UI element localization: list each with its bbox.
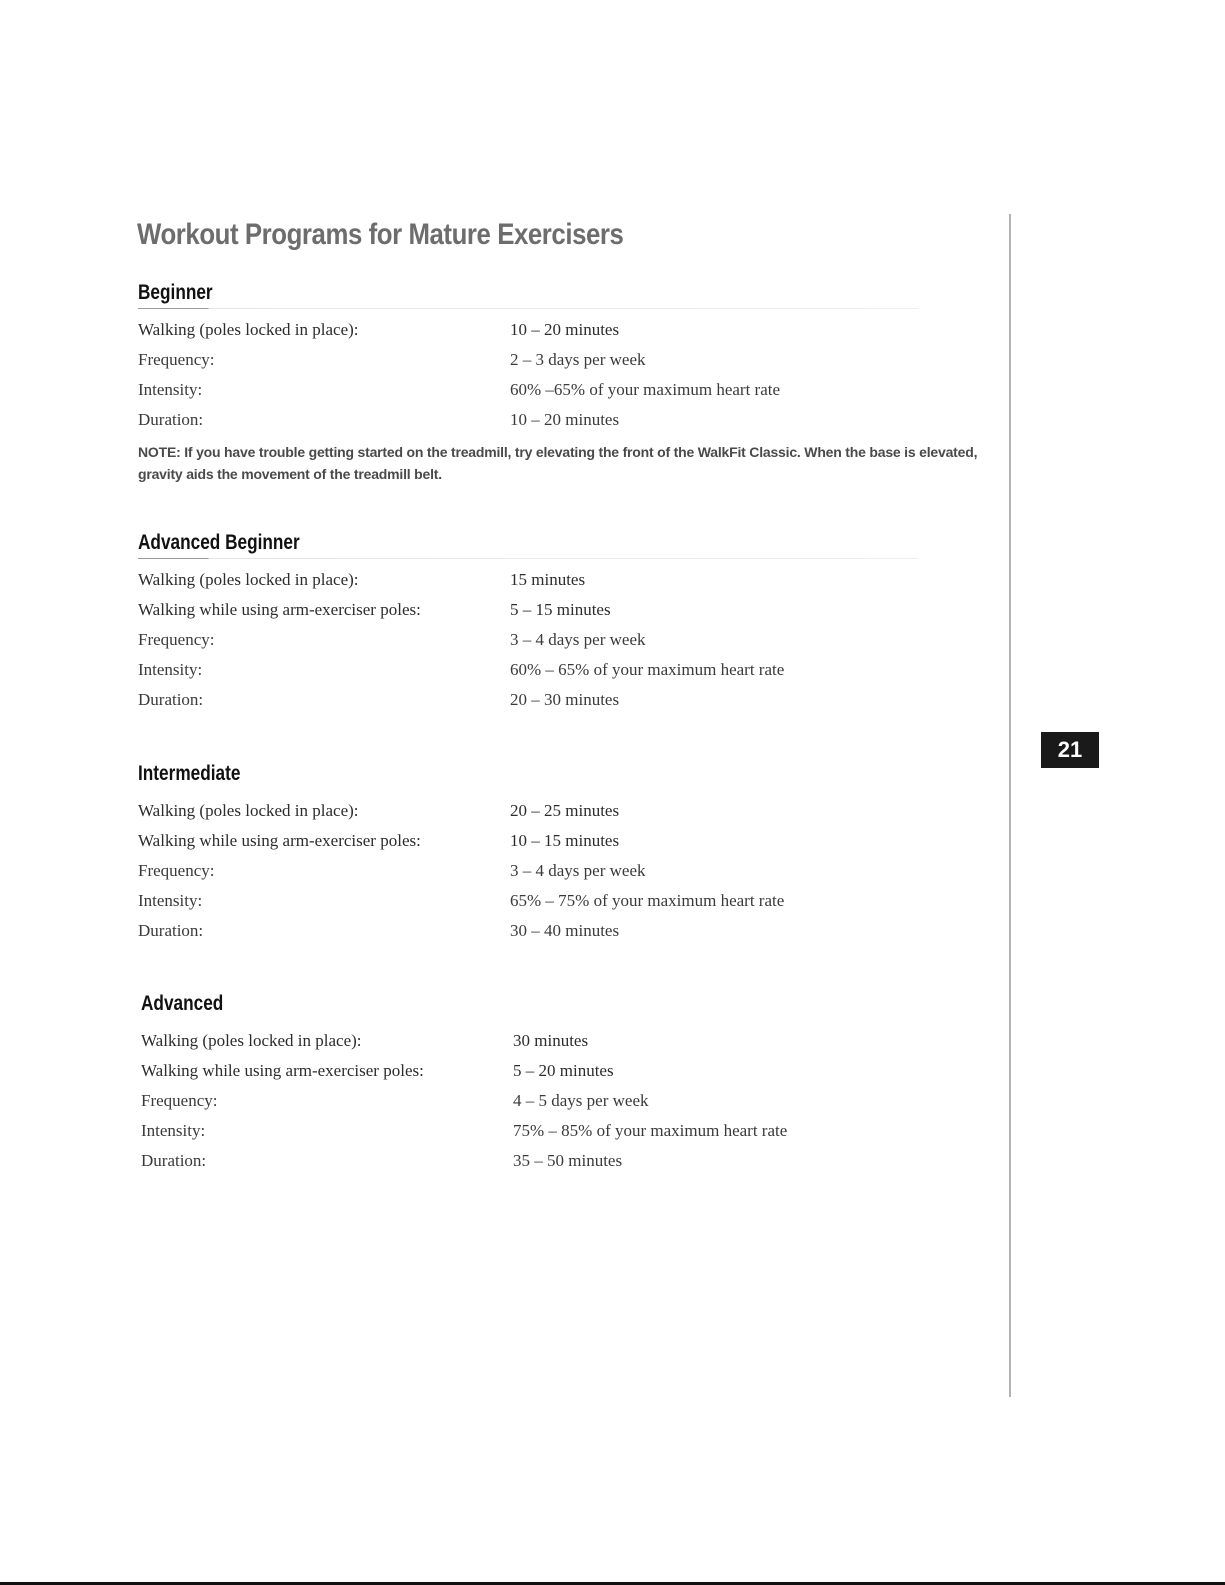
program-row bbox=[141, 1026, 941, 1056]
section-beginner bbox=[138, 279, 978, 485]
row-label: Duration: bbox=[138, 690, 204, 709]
row-value: 10 – 20 minutes bbox=[510, 320, 620, 339]
program-row bbox=[138, 826, 938, 856]
program-row bbox=[138, 856, 938, 886]
program-row bbox=[138, 565, 938, 595]
program-row bbox=[141, 1116, 941, 1146]
row-label: Walking while using arm-exerciser poles: bbox=[138, 831, 421, 850]
program-row bbox=[138, 916, 938, 946]
row-value: 20 – 30 minutes bbox=[510, 690, 620, 709]
program-row bbox=[138, 315, 938, 345]
row-label: Duration: bbox=[141, 1151, 207, 1170]
program-row bbox=[138, 685, 938, 715]
program-row bbox=[138, 796, 938, 826]
row-value: 30 – 40 minutes bbox=[510, 921, 620, 940]
row-value: 5 – 15 minutes bbox=[510, 600, 611, 619]
program-row bbox=[138, 886, 938, 916]
section-heading-advanced: Advanced bbox=[141, 992, 224, 1015]
row-label: Duration: bbox=[138, 410, 204, 429]
row-value: 20 – 25 minutes bbox=[510, 801, 620, 820]
program-row bbox=[141, 1086, 941, 1116]
row-label: Intensity: bbox=[138, 380, 203, 399]
heading-rule bbox=[138, 308, 918, 309]
row-label: Walking (poles locked in place): bbox=[138, 320, 359, 339]
row-label: Intensity: bbox=[138, 660, 203, 679]
section-heading-advanced-beginner: Advanced Beginner bbox=[138, 531, 300, 554]
row-label: Frequency: bbox=[138, 861, 215, 880]
page-title: Workout Programs for Mature Exercisers bbox=[137, 218, 624, 251]
row-value: 10 – 15 minutes bbox=[510, 831, 620, 850]
section-heading-beginner: Beginner bbox=[138, 281, 213, 304]
program-row bbox=[141, 1146, 941, 1176]
row-label: Duration: bbox=[138, 921, 204, 940]
row-value: 60% – 65% of your maximum heart rate bbox=[510, 660, 785, 679]
section-intermediate bbox=[138, 760, 938, 946]
row-value: 60% –65% of your maximum heart rate bbox=[510, 380, 781, 399]
program-row bbox=[138, 655, 938, 685]
row-value: 75% – 85% of your maximum heart rate bbox=[513, 1121, 788, 1140]
row-label: Walking while using arm-exerciser poles: bbox=[141, 1061, 424, 1080]
row-label: Frequency: bbox=[138, 630, 215, 649]
row-label: Intensity: bbox=[138, 891, 203, 910]
heading-rule bbox=[141, 1019, 921, 1020]
note-text: NOTE: If you have trouble getting started on the treadmill, try elevating the front of the WalkFit Classic. When the base is elevated, gravity aids the movement of the treadmill belt. bbox=[138, 444, 978, 482]
row-value: 5 – 20 minutes bbox=[513, 1061, 614, 1080]
margin-rule bbox=[1009, 214, 1011, 1397]
row-label: Intensity: bbox=[141, 1121, 206, 1140]
row-label: Walking while using arm-exerciser poles: bbox=[138, 600, 421, 619]
row-value: 2 – 3 days per week bbox=[510, 350, 646, 369]
row-value: 3 – 4 days per week bbox=[510, 630, 646, 649]
row-value: 65% – 75% of your maximum heart rate bbox=[510, 891, 785, 910]
row-value: 4 – 5 days per week bbox=[513, 1091, 649, 1110]
row-label: Frequency: bbox=[138, 350, 215, 369]
section-heading-intermediate: Intermediate bbox=[138, 762, 241, 785]
row-value: 10 – 20 minutes bbox=[510, 410, 620, 429]
row-value: 30 minutes bbox=[513, 1031, 589, 1050]
program-row bbox=[138, 625, 938, 655]
section-advanced bbox=[141, 990, 941, 1176]
row-value: 3 – 4 days per week bbox=[510, 861, 646, 880]
row-label: Walking (poles locked in place): bbox=[138, 801, 359, 820]
heading-rule bbox=[138, 558, 918, 559]
program-row bbox=[138, 375, 938, 405]
program-row bbox=[141, 1056, 941, 1086]
heading-rule bbox=[138, 789, 918, 790]
row-label: Walking (poles locked in place): bbox=[138, 570, 359, 589]
page-number-tab: 21 bbox=[1041, 732, 1099, 768]
program-row bbox=[138, 595, 938, 625]
section-advanced-beginner bbox=[138, 529, 938, 715]
program-row bbox=[138, 345, 938, 375]
row-value: 15 minutes bbox=[510, 570, 586, 589]
row-label: Frequency: bbox=[141, 1091, 218, 1110]
program-row bbox=[138, 405, 938, 435]
row-value: 35 – 50 minutes bbox=[513, 1151, 623, 1170]
row-label: Walking (poles locked in place): bbox=[141, 1031, 362, 1050]
